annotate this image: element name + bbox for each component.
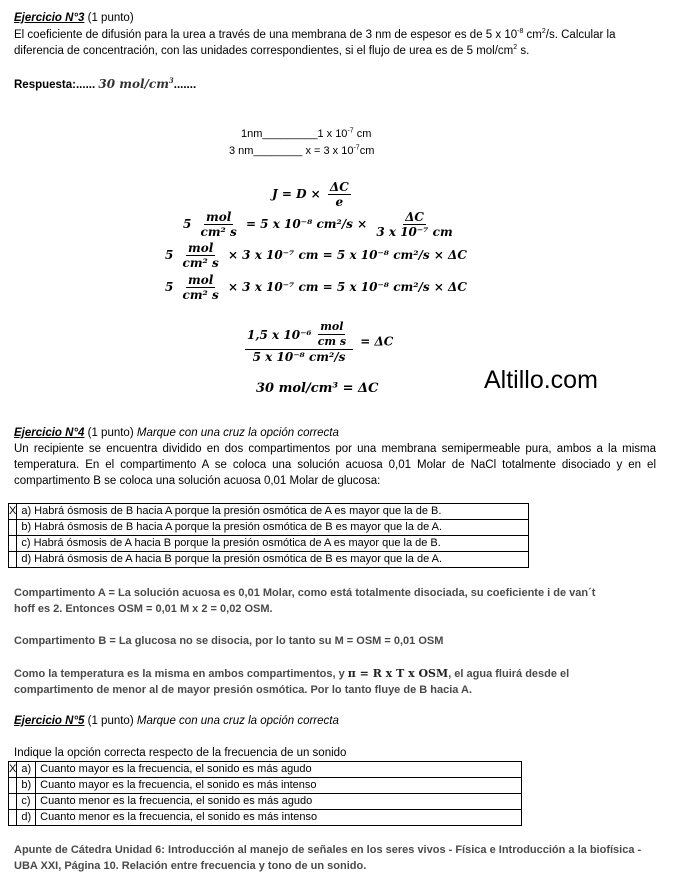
option-text: Cuanto menor es la frecuencia, el sonido es más agudo: [36, 794, 522, 810]
altillo-watermark: Altillo.com: [484, 366, 598, 394]
option-row: [9, 536, 529, 552]
option-letter: b): [17, 778, 36, 794]
option-checkbox-cell[interactable]: [9, 794, 17, 810]
equation-6: 30 mol/cm³ = ΔC: [256, 381, 379, 396]
option-text: d) Habrá ósmosis de A hacia B porque la presión osmótica de B es mayor que la de A.: [17, 552, 529, 568]
ex3-answer: [14, 76, 656, 93]
option-row: [9, 778, 522, 794]
option-row: [9, 520, 529, 536]
equation-2: 5 $\frac{\text{mol}}{\text{cm² s}}$ = 5 x 10⁻⁸ cm²/s × $\frac{\Delta C}{\text{3 x 10⁻⁷ cm}}$: [183, 210, 453, 239]
option-checkbox-cell[interactable]: X: [9, 504, 17, 520]
ex5-heading: [14, 713, 656, 729]
conversion-line-2: 3 nm________ x = 3 x $10^{-7}cm$: [229, 144, 375, 157]
equation-3: 5 $\frac{\text{mol}}{\text{cm² s}}$ × 3 x 10⁻⁷ cm = 5 x 10⁻⁸ cm²/s × ΔC: [165, 241, 467, 270]
ex3-points: (1 punto): [84, 12, 134, 24]
option-row: [9, 810, 522, 826]
option-letter: c): [17, 794, 36, 810]
ex3-text-a: El coeficiente de difusión para la urea a través de una membrana de 3 nm de espesor es de 5 x 10: [14, 29, 518, 41]
ex5-title: Ejercicio N°5: [14, 715, 85, 727]
option-row: [9, 504, 529, 520]
ex4-instruction: Marque con una cruz la opción correcta: [136, 427, 339, 439]
option-checkbox-cell[interactable]: [9, 778, 17, 794]
ex3-statement: [14, 27, 656, 59]
option-checkbox-cell[interactable]: [9, 536, 17, 552]
osmotic-formula: π = R x T x OSM: [347, 667, 449, 680]
ex5-instruction: Marque con una cruz la opción correcta: [136, 715, 339, 727]
ex3-title: Ejercicio N°3: [14, 12, 85, 24]
ex5-options-table: [8, 761, 522, 826]
option-row: [9, 762, 522, 778]
option-text: c) Habrá ósmosis de A hacia B porque la presión osmótica de A es mayor que la de B.: [17, 536, 529, 552]
ex4-body: Un recipiente se encuentra dividido en dos compartimentos por una membrana semipermeable pura, ambos a la misma temperatura. En el compartimento A se coloca una solución acuosa 0,01 Molar de NaCl totalmente disociado y en el compartimento B se coloca una solución acuosa 0,01 Molar de glucosa:: [14, 443, 656, 487]
ex3-heading: [14, 10, 656, 26]
ex4-options-table: [8, 503, 529, 568]
answer-value: 30 mol/$cm^3$: [98, 76, 174, 91]
option-letter: d): [17, 810, 36, 826]
option-letter: a): [17, 762, 36, 778]
ex3-text-c: /s. Calcular la diferencia de concentración, con las unidades correspondientes, si el flujo de urea es de 5 mol/cm: [14, 29, 616, 57]
ex4-explanation-c: Como la temperatura es la misma en ambos compartimentos, y π = R x T x OSM, el agua fluirá desde el compartimento de menor al de mayor presión osmótica. Por lo tanto fluye de B hacia A.: [14, 667, 570, 696]
ex3-text-d: s.: [517, 45, 530, 57]
option-checkbox-cell[interactable]: X: [9, 762, 17, 778]
option-text: b) Habrá ósmosis de B hacia A porque la presión osmótica de B es mayor que la de A.: [17, 520, 529, 536]
equation-5: 1,5 x 10⁻⁶ $\frac{\text{mol}}{\text{cm s}}$ 5 x 10⁻⁸ cm²/s = ΔC: [247, 320, 394, 364]
option-text: Cuanto mayor es la frecuencia, el sonido es más intenso: [36, 778, 522, 794]
ex4-title: Ejercicio N°4: [14, 427, 85, 439]
ex3-sup2: 2: [541, 28, 546, 36]
conversion-line-1: 1nm_________1 x $10^{-7}$ cm: [241, 127, 372, 140]
ex4-points: (1 punto): [84, 427, 137, 439]
ex4-explanation-b: Compartimento B = La glucosa no se disocia, por lo tanto su M = OSM = 0,01 OSM: [14, 635, 444, 647]
equation-1: J = D × $\frac{\Delta C}{e}$: [272, 180, 349, 209]
option-text: Cuanto mayor es la frecuencia, el sonido es más agudo: [36, 762, 522, 778]
ex5-points: (1 punto): [84, 715, 137, 727]
option-checkbox-cell[interactable]: [9, 520, 17, 536]
option-text: Cuanto menor es la frecuencia, el sonido es más intenso: [36, 810, 522, 826]
ex4-explanation-a: Compartimento A = La solución acuosa es 0,01 Molar, como está totalmente disociada, su coeficiente i de van´t hoff es 2. Entonces OSM = 0,01 M x 2 = 0,02 OSM.: [14, 587, 596, 615]
ex4-heading: [14, 425, 656, 441]
option-row: [9, 794, 522, 810]
answer-label: Respuesta:......: [14, 79, 96, 91]
equation-4: 5 $\frac{\text{mol}}{\text{cm² s}}$ × 3 x 10⁻⁷ cm = 5 x 10⁻⁸ cm²/s × ΔC: [165, 273, 467, 302]
option-row: [9, 552, 529, 568]
option-checkbox-cell[interactable]: [9, 552, 17, 568]
ex3-text-b: cm: [523, 29, 542, 41]
ex3-exp: -8: [517, 28, 524, 36]
ex5-reference: Apunte de Cátedra Unidad 6: Introducción al manejo de señales en los seres vivos - Física e Introducción a la biofísica - UBA XXI, Página 10. Relación entre frecuencia y tono de un sonido.: [14, 844, 642, 872]
answer-dots: .......: [173, 79, 197, 91]
option-checkbox-cell[interactable]: [9, 810, 17, 826]
ex5-question: Indique la opción correcta respecto de la frecuencia de un sonido: [14, 747, 347, 759]
option-text: a) Habrá ósmosis de B hacia A porque la presión osmótica de A es mayor que la de B.: [17, 504, 529, 520]
ex3-sup2b: 2: [513, 44, 518, 52]
